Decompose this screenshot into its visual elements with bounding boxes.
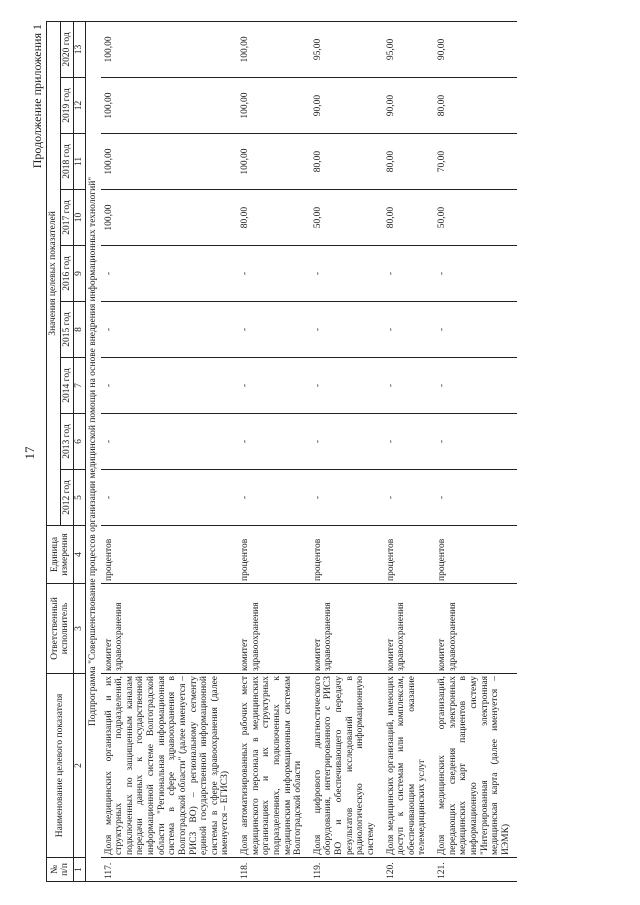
year-value: -	[434, 358, 517, 414]
column-number: 3	[74, 584, 86, 674]
header-year: 2012 год	[60, 470, 74, 526]
table-row	[101, 21, 238, 881]
row-number: 117.	[101, 858, 238, 882]
subprogram-row	[85, 21, 100, 881]
year-value: 100,00	[101, 190, 238, 246]
header-year: 2013 год	[60, 414, 74, 470]
column-numbers-row	[74, 21, 86, 881]
responsible-executor: комитет здравоохранения	[310, 584, 383, 674]
responsible-executor: комитет здравоохранения	[101, 584, 238, 674]
page-number: 17	[22, 446, 37, 460]
year-value: 70,00	[434, 134, 517, 190]
year-value: -	[101, 358, 238, 414]
unit-of-measure: процентов	[101, 526, 238, 584]
year-value: -	[310, 358, 383, 414]
year-value: -	[434, 470, 517, 526]
column-number: 4	[74, 526, 86, 584]
data-rows	[101, 21, 518, 881]
header-year: 2017 год	[60, 190, 74, 246]
year-value: 100,00	[237, 78, 310, 134]
year-value: 80,00	[237, 190, 310, 246]
subprogram-title: Подпрограмма "Совершенствование процессов организации медицинской помощи на основе внедрения информационных технологий"	[85, 21, 100, 881]
year-value: -	[237, 470, 310, 526]
indicator-name: Доля автоматизированных рабочих мест медицинского персонала в медицинских организациях и их структурных подразделениях, подключенных к медицинским информационным системам Волгоградской области	[237, 674, 310, 858]
column-number: 6	[74, 414, 86, 470]
indicator-name: Доля цифрового диагностического оборудования, интегрированного с РИСЗ ВО и обеспечивающего передачу результатов исследований в радиологическую информационную систему	[310, 674, 383, 858]
header-row-1	[47, 21, 61, 881]
row-number: 118.	[237, 858, 310, 882]
year-value: 100,00	[237, 134, 310, 190]
year-value: 80,00	[383, 134, 435, 190]
year-value: -	[101, 246, 238, 302]
header-year: 2020 год	[60, 21, 74, 77]
header-year: 2019 год	[60, 78, 74, 134]
year-value: 100,00	[101, 134, 238, 190]
year-value: -	[101, 470, 238, 526]
unit-of-measure: процентов	[383, 526, 435, 584]
column-number: 8	[74, 302, 86, 358]
indicator-name: Доля медицинских организаций и их структурных подразделений, подключенных по защищенным каналам передачи данных к государственной информационной системе Волгоградской области "Региональная информационная система в сфере здравоохранения в Волгоградской области" (далее именуется – РИСЗ ВО) – региональному сегменту единой государственной информационной системы в сфере здравоохранения (далее именуется – ЕГИСЗ)	[101, 674, 238, 858]
header-year: 2015 год	[60, 302, 74, 358]
column-number: 13	[74, 21, 86, 77]
header-unit: Единица измерения	[47, 526, 74, 584]
responsible-executor: комитет здравоохранения	[383, 584, 435, 674]
header-responsible: Ответственный исполнитель	[47, 584, 74, 674]
year-value: -	[383, 358, 435, 414]
year-value: -	[383, 414, 435, 470]
table-row	[237, 21, 310, 881]
year-value: -	[310, 302, 383, 358]
year-value: -	[383, 302, 435, 358]
responsible-executor: комитет здравоохранения	[434, 584, 517, 674]
year-value: -	[383, 470, 435, 526]
row-number: 121.	[434, 858, 517, 882]
row-number: 119.	[310, 858, 383, 882]
indicator-name: Доля медицинских организаций, имеющих доступ к системам или комплексам, обеспечивающим оказание телемедицинских услуг	[383, 674, 435, 858]
year-value: 100,00	[101, 21, 238, 77]
year-value: -	[101, 414, 238, 470]
unit-of-measure: процентов	[434, 526, 517, 584]
header-year: 2014 год	[60, 358, 74, 414]
column-number: 12	[74, 78, 86, 134]
table-row	[310, 21, 383, 881]
year-value: -	[101, 302, 238, 358]
year-value: 50,00	[434, 190, 517, 246]
year-value: 80,00	[383, 190, 435, 246]
column-number: 5	[74, 470, 86, 526]
year-value: -	[383, 246, 435, 302]
year-value: 50,00	[310, 190, 383, 246]
year-value: -	[434, 246, 517, 302]
year-value: -	[237, 414, 310, 470]
year-value: 80,00	[310, 134, 383, 190]
column-number: 9	[74, 246, 86, 302]
indicator-name: Доля медицинских организаций, передающих сведения электронных медицинских карт пациентов в информационную систему "Интегрированная электронная медицинская карта (далее именуется – ИЭМК)	[434, 674, 517, 858]
year-value: 95,00	[383, 21, 435, 77]
responsible-executor: комитет здравоохранения	[237, 584, 310, 674]
header-year: 2016 год	[60, 246, 74, 302]
header-year: 2018 год	[60, 134, 74, 190]
year-value: 100,00	[237, 21, 310, 77]
header-values-group: Значения целевых показателей	[47, 21, 61, 525]
indicators-table	[46, 21, 517, 882]
column-number: 2	[74, 674, 86, 858]
year-value: 100,00	[101, 78, 238, 134]
year-value: -	[434, 414, 517, 470]
header-name: Наименование целевого показателя	[47, 674, 74, 858]
column-number: 7	[74, 358, 86, 414]
year-value: -	[237, 358, 310, 414]
year-value: 95,00	[310, 21, 383, 77]
year-value: 90,00	[383, 78, 435, 134]
column-number: 11	[74, 134, 86, 190]
year-value: -	[310, 246, 383, 302]
unit-of-measure: процентов	[237, 526, 310, 584]
unit-of-measure: процентов	[310, 526, 383, 584]
year-value: -	[310, 470, 383, 526]
year-value: 90,00	[310, 78, 383, 134]
year-value: -	[237, 302, 310, 358]
year-value: -	[310, 414, 383, 470]
continuation-title: Продолжение приложения 1	[30, 24, 44, 169]
table-row	[434, 21, 517, 881]
year-value: -	[237, 246, 310, 302]
header-num: № п/п	[47, 858, 74, 882]
year-value: 90,00	[434, 21, 517, 77]
column-number: 10	[74, 190, 86, 246]
year-value: 80,00	[434, 78, 517, 134]
row-number: 120.	[383, 858, 435, 882]
table-row	[383, 21, 435, 881]
rotated-page	[28, 22, 623, 882]
column-number: 1	[74, 858, 86, 882]
year-value: -	[434, 302, 517, 358]
